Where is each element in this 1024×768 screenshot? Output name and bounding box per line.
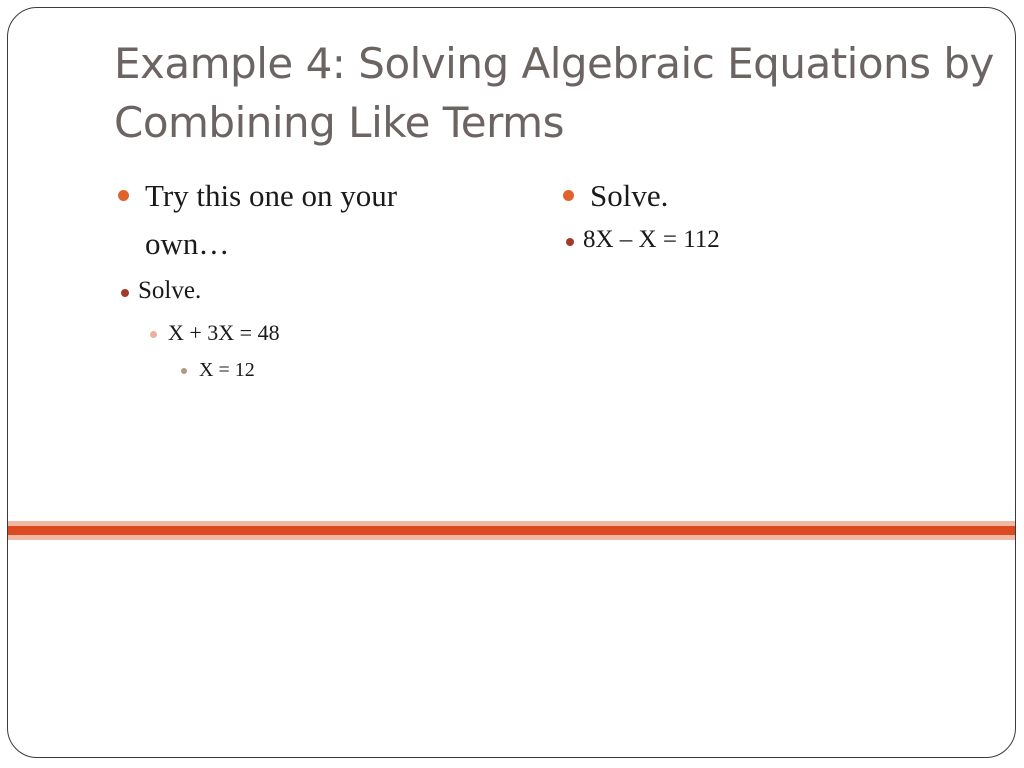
right-bullet-level1 bbox=[559, 172, 939, 220]
slide-frame bbox=[7, 7, 1016, 758]
bullet-dot-icon bbox=[118, 190, 129, 201]
divider-main-stripe bbox=[8, 526, 1015, 535]
left-bullet-level2 bbox=[114, 274, 464, 308]
slide-title: Example 4: Solving Algebraic Equations by Combining Like Terms bbox=[114, 39, 994, 147]
bullet-dot-icon bbox=[150, 331, 157, 338]
right-bullet-list bbox=[559, 172, 939, 257]
left-bullet-level3-text: X + 3X = 48 bbox=[168, 320, 280, 345]
right-bullet-level2-text: 8X – X = 112 bbox=[583, 226, 720, 253]
right-content-column bbox=[559, 172, 939, 257]
right-bullet-level1-text: Solve. bbox=[590, 178, 669, 213]
left-bullet-level4-text: X = 12 bbox=[199, 359, 255, 381]
bullet-dot-icon bbox=[181, 368, 187, 374]
left-bullet-level1 bbox=[114, 172, 464, 268]
left-bullet-level1-text: Try this one on your own… bbox=[145, 178, 398, 261]
decorative-divider-band bbox=[8, 521, 1015, 541]
divider-light-stripe bbox=[8, 535, 1015, 540]
left-content-column bbox=[114, 172, 464, 384]
bullet-dot-icon bbox=[563, 190, 574, 201]
bullet-dot-icon bbox=[121, 289, 129, 297]
left-bullet-level3 bbox=[144, 318, 464, 348]
left-bullet-level4 bbox=[175, 356, 464, 384]
right-bullet-level2 bbox=[559, 223, 939, 257]
left-bullet-list bbox=[114, 172, 464, 384]
left-bullet-level2-text: Solve. bbox=[138, 277, 202, 304]
bullet-dot-icon bbox=[566, 238, 574, 246]
